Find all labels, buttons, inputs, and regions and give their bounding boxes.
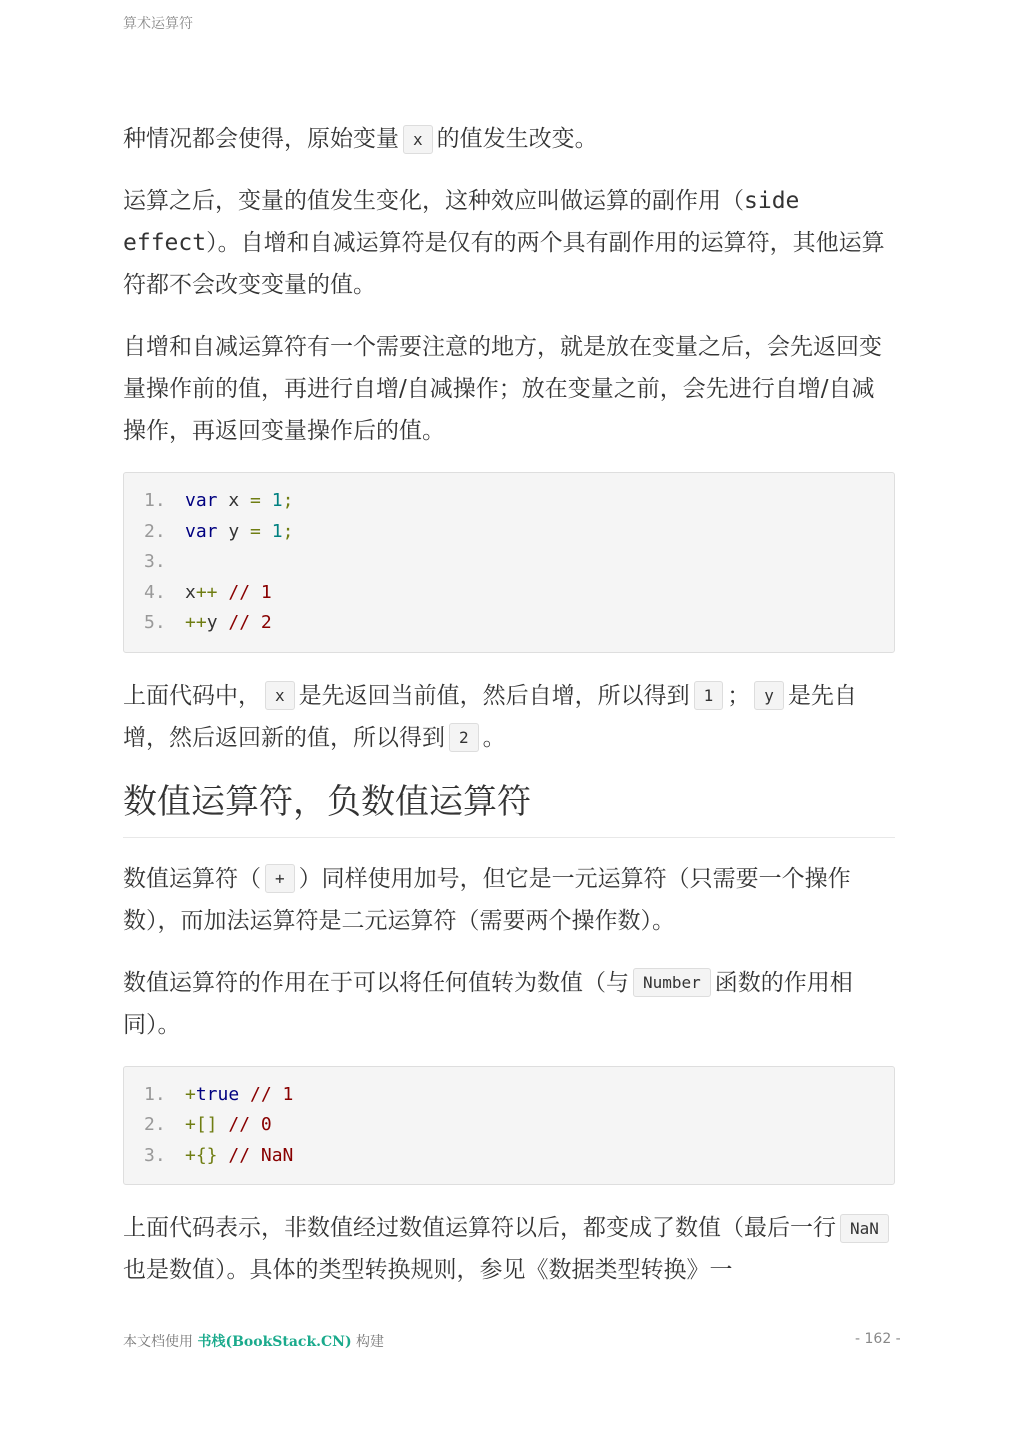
line-number: 1.	[144, 490, 166, 511]
code-operator: +[]	[185, 1114, 218, 1135]
line-number: 3.	[144, 551, 166, 572]
paragraph-text: 运算之后，变量的值发生变化，这种效应叫做运算的副作用（	[123, 188, 744, 214]
line-number: 4.	[144, 581, 166, 603]
footer-prefix: 本文档使用	[123, 1334, 198, 1350]
inline-code: x	[265, 681, 295, 710]
code-comment: // 2	[217, 612, 272, 633]
code-identifier: x	[185, 581, 196, 603]
footer-suffix: 构建	[351, 1334, 385, 1350]
footer-brand-link[interactable]: 书栈(BookStack.CN)	[197, 1334, 352, 1350]
code-semicolon: ;	[282, 490, 294, 511]
paragraph-text: ）。自增和自减运算符是仅有的两个具有副作用的运算符，其他运算符都不会改变变量的值。	[123, 230, 885, 298]
running-header: 算术运算符	[123, 16, 193, 32]
code-operator: ++	[195, 581, 218, 603]
paragraph-text: ）同样使用加号，但它是一元运算符（只需要一个操作数），而加法运算符是二元运算符（需要两个操作数）。	[123, 865, 851, 934]
paragraph-text: 上面代码表示，非数值经过数值运算符以后，都变成了数值（最后一行	[123, 1215, 836, 1241]
paragraph-text: 数值运算符（	[123, 865, 261, 892]
code-line	[144, 608, 874, 639]
term-side-effect: side effect	[123, 188, 800, 256]
paragraph	[123, 962, 895, 1046]
inline-code: x	[403, 125, 433, 154]
section-title: 数值运算符，负数值运算符	[123, 779, 895, 838]
code-keyword: true	[195, 1083, 240, 1105]
inline-code: 2	[449, 723, 479, 752]
paragraph-text: 是先返回当前值，然后自增，所以得到	[298, 682, 690, 709]
code-operator: ++	[185, 612, 207, 633]
paragraph	[123, 118, 895, 160]
code-operator: =	[250, 520, 261, 542]
code-block	[123, 1066, 895, 1186]
code-identifier: y	[206, 612, 218, 633]
paragraph	[123, 858, 895, 942]
paragraph-text: 的值发生改变。	[436, 126, 598, 152]
paragraph-text: ；	[727, 682, 751, 709]
line-number: 2.	[144, 1114, 166, 1135]
code-comment: // 0	[217, 1114, 272, 1135]
paragraph	[123, 180, 895, 306]
code-identifier: x	[217, 490, 251, 511]
code-line	[144, 578, 874, 609]
paragraph-text: 也是数值）。具体的类型转换规则，参见《数据类型转换》一	[123, 1257, 733, 1283]
paragraph-text: 上面代码中，	[123, 682, 261, 709]
code-line	[144, 517, 874, 548]
inline-code: y	[754, 681, 784, 710]
paragraph-text: 数值运算符的作用在于可以将任何值转为数值（与	[123, 969, 629, 996]
code-line	[144, 547, 874, 578]
line-number: 2.	[144, 520, 166, 542]
code-number: 1	[260, 490, 283, 511]
code-line	[144, 1080, 874, 1111]
paragraph-text: 。	[482, 724, 506, 751]
inline-code: NaN	[840, 1214, 889, 1243]
paragraph-text: 种情况都会使得，原始变量	[123, 126, 399, 152]
code-line	[144, 486, 874, 517]
paragraph-text: 函数的作用相同）。	[123, 969, 853, 1038]
code-operator: +	[185, 1083, 196, 1105]
code-semicolon: ;	[282, 520, 294, 542]
footer-credit	[123, 1331, 384, 1351]
paragraph	[123, 1207, 895, 1291]
code-block	[123, 472, 895, 653]
code-operator: =	[250, 490, 261, 511]
code-comment: // 1	[217, 581, 272, 603]
paragraph: 自增和自减运算符有一个需要注意的地方，就是放在变量之后，会先返回变量操作前的值，再进行自增/自减操作；放在变量之前，会先进行自增/自减操作，再返回变量操作后的值。	[123, 334, 882, 444]
inline-code: +	[265, 864, 295, 893]
code-keyword: var	[185, 520, 218, 542]
code-identifier: y	[217, 520, 251, 542]
code-keyword: var	[185, 490, 218, 511]
code-line	[144, 1141, 874, 1172]
document-body	[123, 118, 895, 1311]
line-number: 1.	[144, 1083, 166, 1105]
code-operator: +{}	[185, 1144, 218, 1166]
line-number: 5.	[144, 612, 166, 633]
page-number: - 162 -	[855, 1331, 901, 1347]
line-number: 3.	[144, 1144, 166, 1166]
paragraph	[123, 675, 895, 759]
code-number: 1	[260, 520, 283, 542]
inline-code: 1	[694, 681, 724, 710]
paragraph-text: 是先自增，然后返回新的值，所以得到	[123, 682, 857, 751]
code-comment: // 1	[239, 1083, 294, 1105]
inline-code: Number	[633, 968, 711, 997]
code-comment: // NaN	[217, 1144, 294, 1166]
code-line	[144, 1110, 874, 1141]
